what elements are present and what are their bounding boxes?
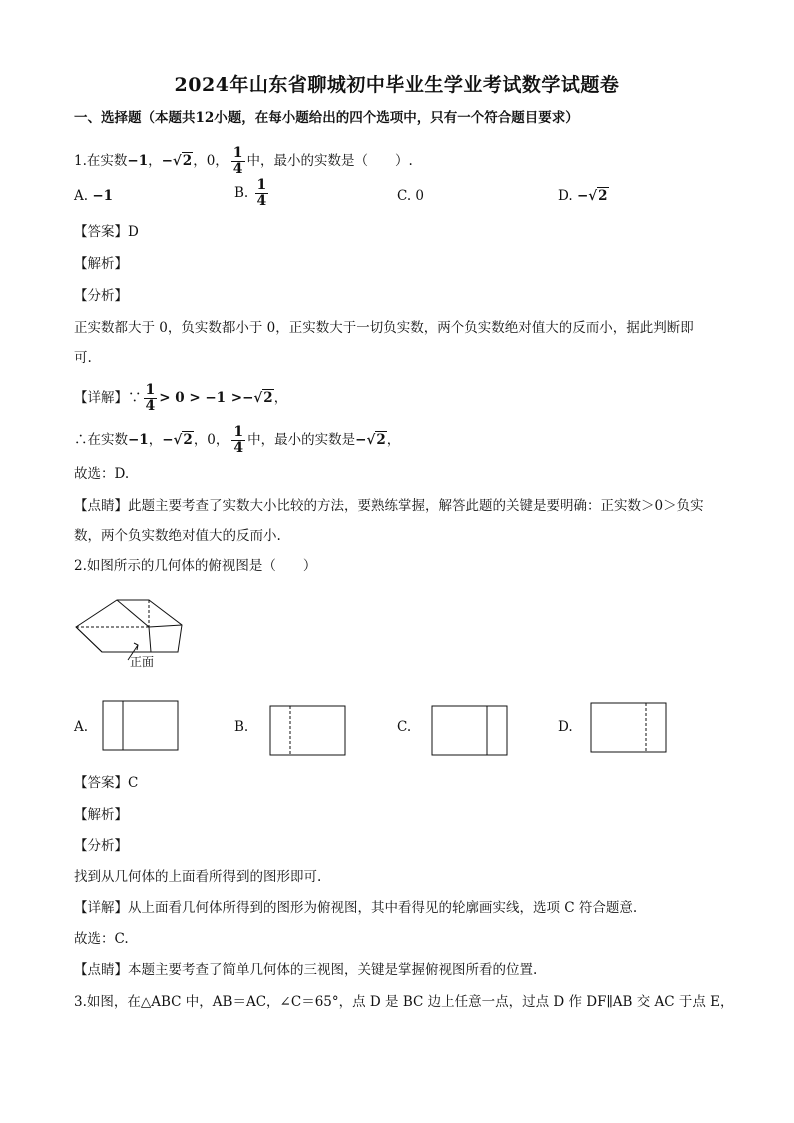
q2-option-c: C.	[397, 719, 412, 735]
fraction: $\frac{1}{4}$	[145, 382, 156, 414]
q2-option-a-figure	[103, 701, 178, 750]
solid-edge	[117, 600, 149, 627]
arrow-head	[134, 643, 138, 650]
q1-comment-1: 【点睛】此题主要考查了实数大小比较的方法，要熟练掌握，解答此题的关键是要明确：正实数＞0＞负实	[74, 498, 704, 514]
fraction: $\frac{1}{4}$	[233, 424, 244, 456]
q2-comment: 【点睛】本题主要考查了简单几何体的三视图，关键是掌握俯视图所看的位置.	[74, 962, 538, 978]
solid-edge	[76, 627, 102, 652]
q2-fenxi-label: 【分析】	[74, 838, 128, 854]
q1-option-b: B. $\frac{1}{4}$	[234, 177, 267, 209]
q1-option-a: A. −1	[74, 188, 114, 204]
q2-option-b-figure	[270, 706, 345, 755]
q1-therefore: ∴在实数−1，−√2，0， $\frac{1}{4}$ 中，最小的实数是−√2，	[74, 424, 401, 456]
front-label: 正面	[130, 655, 155, 669]
q1-option-d: D. −√2	[558, 188, 608, 204]
q2-answer: 【答案】C	[74, 775, 139, 791]
q2-fenxi-text: 找到从几何体的上面看所得到的图形即可.	[74, 869, 322, 885]
q1-option-c: C. 0	[397, 188, 425, 204]
question-3-stem: 3.如图，在△ABC 中，AB＝AC，∠C＝65°，点 D 是 BC 边上任意一点，过点 D 作 DF∥AB 交 AC 于点 E，	[74, 994, 734, 1010]
sqrt-symbol: √2	[588, 188, 608, 204]
rect-outline	[591, 703, 666, 752]
page-title: 2024年山东省聊城初中毕业生学业考试数学试题卷	[174, 74, 620, 96]
question-2-stem: 2.如图所示的几何体的俯视图是（ ）	[74, 558, 317, 574]
q2-option-c-figure	[432, 706, 507, 755]
fraction: $\frac{1}{4}$	[232, 145, 243, 177]
sqrt-symbol: √2	[253, 390, 273, 406]
rect-outline	[432, 706, 507, 755]
q1-answer: 【答案】D	[74, 224, 139, 240]
sqrt-symbol: √2	[173, 432, 193, 448]
q2-option-b: B.	[234, 719, 249, 735]
q2-detail: 【详解】从上面看几何体所得到的图形为俯视图，其中看得见的轮廓画实线，选项 C 符合题意.	[74, 900, 638, 916]
q2-option-d-figure	[591, 703, 666, 752]
solid-edge	[149, 625, 182, 627]
question-1-stem: 1.在实数−1，−√2，0， $\frac{1}{4}$ 中，最小的实数是（ ）.	[74, 145, 413, 177]
q1-fenxi-text-2: 可.	[74, 350, 92, 366]
q1-choose: 故选：D.	[74, 466, 130, 482]
rect-outline	[103, 701, 178, 750]
sqrt-symbol: √2	[366, 432, 386, 448]
solid-edge	[149, 627, 151, 652]
q1-detail: 【详解】∵ $\frac{1}{4}$ > 0 > −1 >−√2，	[74, 382, 288, 414]
q2-analysis-label: 【解析】	[74, 807, 128, 823]
q1-fenxi-text-1: 正实数都大于 0，负实数都小于 0，正实数大于一切负实数，两个负实数绝对值大的反而小，据此判断即	[74, 320, 694, 336]
q1-analysis-label: 【解析】	[74, 256, 128, 272]
q2-option-a: A.	[74, 719, 89, 735]
fraction: $\frac{1}{4}$	[256, 177, 267, 209]
q2-option-d: D.	[558, 719, 573, 735]
q2-choose: 故选：C.	[74, 931, 129, 947]
sqrt-symbol: √2	[172, 153, 193, 169]
solid-figure	[76, 600, 182, 660]
section-heading: 一、选择题（本题共12小题，在每小题给出的四个选项中，只有一个符合题目要求）	[74, 110, 579, 126]
q1-comment-2: 数，两个负实数绝对值大的反而小.	[74, 528, 281, 544]
q1-fenxi-label: 【分析】	[74, 288, 128, 304]
rect-outline	[270, 706, 345, 755]
